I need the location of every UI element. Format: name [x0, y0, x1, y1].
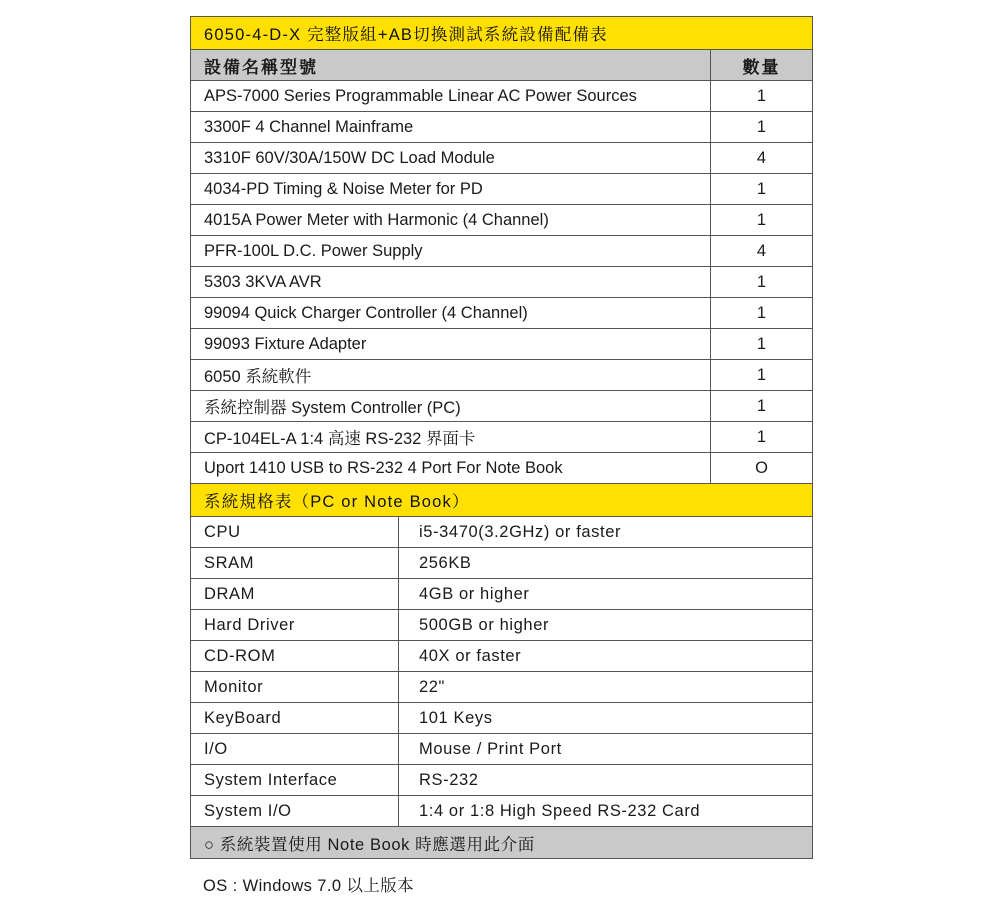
- quantity-header: 數量: [742, 57, 781, 77]
- table-row: [191, 236, 812, 267]
- equipment-qty: 1: [756, 396, 767, 415]
- table-row: [191, 453, 812, 484]
- equipment-name: APS-7000 Series Programmable Linear AC Power Sources: [191, 81, 711, 111]
- equipment-name: 6050 系統軟件: [191, 360, 711, 390]
- spec-label: Hard Driver: [191, 610, 399, 640]
- table-row: [191, 517, 812, 548]
- table-row: [191, 610, 812, 641]
- equipment-qty: 1: [756, 334, 767, 353]
- spec-value: 500GB or higher: [419, 615, 550, 634]
- table-title: 6050-4-D-X 完整版組+AB切換測試系統設備配備表: [204, 26, 608, 44]
- table-row: [191, 329, 812, 360]
- equipment-name: Uport 1410 USB to RS-232 4 Port For Note Book: [191, 453, 711, 483]
- spec-value: 256KB: [419, 553, 472, 572]
- equipment-qty: 1: [756, 303, 767, 322]
- equipment-name: 99093 Fixture Adapter: [191, 329, 711, 359]
- os-requirement: OS : Windows 7.0 以上版本: [203, 877, 415, 895]
- equipment-name: PFR-100L D.C. Power Supply: [191, 236, 711, 266]
- equipment-name-header: 設備名稱型號: [191, 50, 711, 80]
- note-text: ○ 系統裝置使用 Note Book 時應選用此介面: [204, 835, 535, 854]
- table-title-row: [191, 17, 812, 50]
- table-row: [191, 422, 812, 453]
- equipment-name: 4015A Power Meter with Harmonic (4 Channel): [191, 205, 711, 235]
- table-row: [191, 579, 812, 610]
- equipment-qty: 1: [756, 86, 767, 105]
- spec-value: RS-232: [419, 770, 479, 789]
- table-row: [191, 267, 812, 298]
- equipment-qty: 4: [756, 148, 767, 167]
- spec-label: System I/O: [191, 796, 399, 826]
- equipment-qty: 1: [756, 117, 767, 136]
- equipment-name: 99094 Quick Charger Controller (4 Channel): [191, 298, 711, 328]
- equipment-name: 系統控制器 System Controller (PC): [191, 391, 711, 421]
- spec-label: CD-ROM: [191, 641, 399, 671]
- table-row: [191, 548, 812, 579]
- spec-value: 22": [419, 677, 446, 696]
- spec-title: 系統規格表（PC or Note Book）: [204, 493, 470, 511]
- equipment-qty: 1: [756, 365, 767, 384]
- spec-label: Monitor: [191, 672, 399, 702]
- table-row: [191, 641, 812, 672]
- equipment-qty: 1: [756, 427, 767, 446]
- equipment-header-row: [191, 50, 812, 81]
- equipment-qty: 1: [756, 210, 767, 229]
- table-row: [191, 765, 812, 796]
- equipment-qty: 4: [756, 241, 767, 260]
- spec-value: 1:4 or 1:8 High Speed RS-232 Card: [419, 801, 701, 820]
- table-row: [191, 174, 812, 205]
- table-row: [191, 112, 812, 143]
- equipment-name: 4034-PD Timing & Noise Meter for PD: [191, 174, 711, 204]
- table-row: [191, 796, 812, 827]
- spec-label: KeyBoard: [191, 703, 399, 733]
- table-row: [191, 672, 812, 703]
- spec-value: 4GB or higher: [419, 584, 530, 603]
- table-row: [191, 734, 812, 765]
- spec-value: 40X or faster: [419, 646, 522, 665]
- spec-value: i5-3470(3.2GHz) or faster: [419, 522, 622, 541]
- spec-label: CPU: [191, 517, 399, 547]
- spec-label: System Interface: [191, 765, 399, 795]
- note-row: [191, 827, 812, 858]
- table-row: [191, 360, 812, 391]
- table-row: [191, 391, 812, 422]
- table-row: [191, 298, 812, 329]
- spec-label: DRAM: [191, 579, 399, 609]
- table-row: [191, 703, 812, 734]
- equipment-name: CP-104EL-A 1:4 高速 RS-232 界面卡: [191, 422, 711, 452]
- table-row: [191, 205, 812, 236]
- spec-label: I/O: [191, 734, 399, 764]
- table-row: [191, 143, 812, 174]
- equipment-name: 3310F 60V/30A/150W DC Load Module: [191, 143, 711, 173]
- table-row: [191, 81, 812, 112]
- equipment-qty: 1: [756, 272, 767, 291]
- spec-value: Mouse / Print Port: [419, 739, 562, 758]
- equipment-name: 5303 3KVA AVR: [191, 267, 711, 297]
- equipment-name: 3300F 4 Channel Mainframe: [191, 112, 711, 142]
- equipment-spec-table: [190, 16, 813, 859]
- equipment-qty: 1: [756, 179, 767, 198]
- spec-label: SRAM: [191, 548, 399, 578]
- spec-value: 101 Keys: [419, 708, 493, 727]
- equipment-qty: O: [755, 458, 768, 477]
- spec-title-row: [191, 484, 812, 517]
